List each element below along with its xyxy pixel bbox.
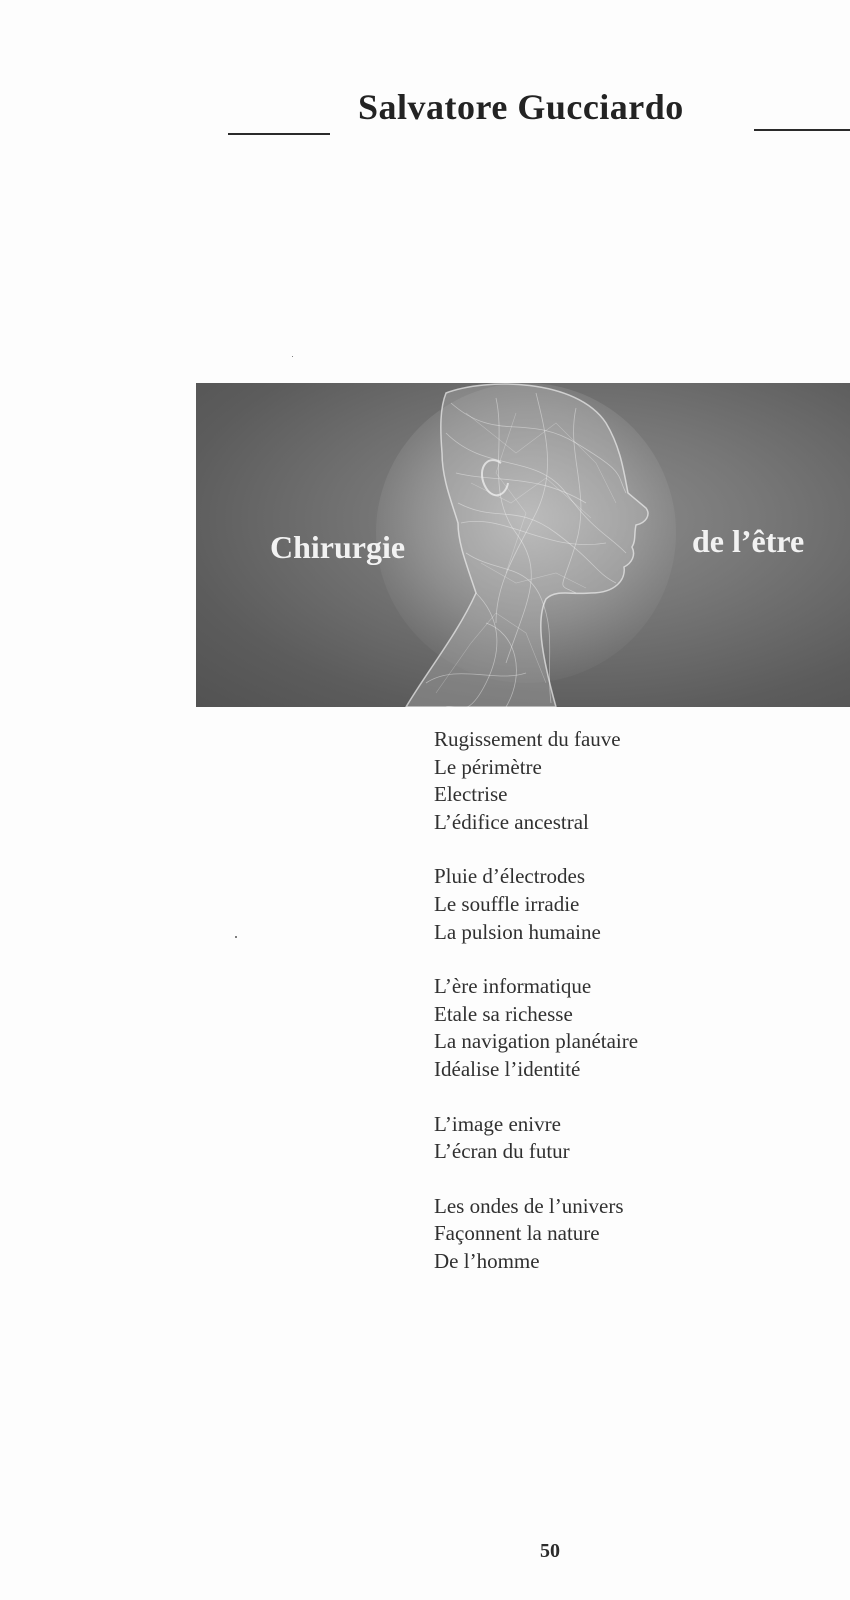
banner-title-left: Chirurgie [270, 529, 406, 565]
stanza [434, 973, 834, 1083]
header-rule-right [754, 129, 850, 131]
author-name: Salvatore Gucciardo [358, 87, 684, 127]
poem-line: Pluie d’électrodes [434, 864, 586, 889]
poem-line: L’ère informatique [434, 974, 592, 999]
poem-line: Electrise [434, 782, 508, 807]
poem-title-banner [196, 383, 850, 707]
page-number: 50 [540, 1540, 560, 1562]
poem-line: Les ondes de l’univers [434, 1193, 624, 1218]
banner-title-right: de l’être [692, 523, 805, 559]
poem-line: La pulsion humaine [434, 919, 601, 944]
stanza [434, 1193, 834, 1276]
poem-body [434, 726, 834, 1303]
poem-line: Rugissement du fauve [434, 727, 621, 751]
stanza [434, 726, 834, 836]
poem-line: De l’homme [434, 1248, 540, 1273]
scan-speck [292, 356, 293, 357]
poem-line: Etale sa richesse [434, 1001, 573, 1026]
stanza [434, 863, 834, 946]
poem-line: La navigation planétaire [434, 1029, 639, 1054]
header-rule-left [228, 133, 330, 135]
poem-line: L’édifice ancestral [434, 809, 589, 834]
poem-line: Façonnent la nature [434, 1221, 600, 1246]
poem-line: Le souffle irradie [434, 891, 580, 916]
poem-line: L’image enivre [434, 1111, 561, 1136]
poem-line: L’écran du futur [434, 1139, 570, 1164]
stanza [434, 1111, 834, 1166]
poem-line: Idéalise l’identité [434, 1056, 581, 1081]
poem-line: Le périmètre [434, 754, 542, 779]
scan-speck [235, 936, 237, 938]
